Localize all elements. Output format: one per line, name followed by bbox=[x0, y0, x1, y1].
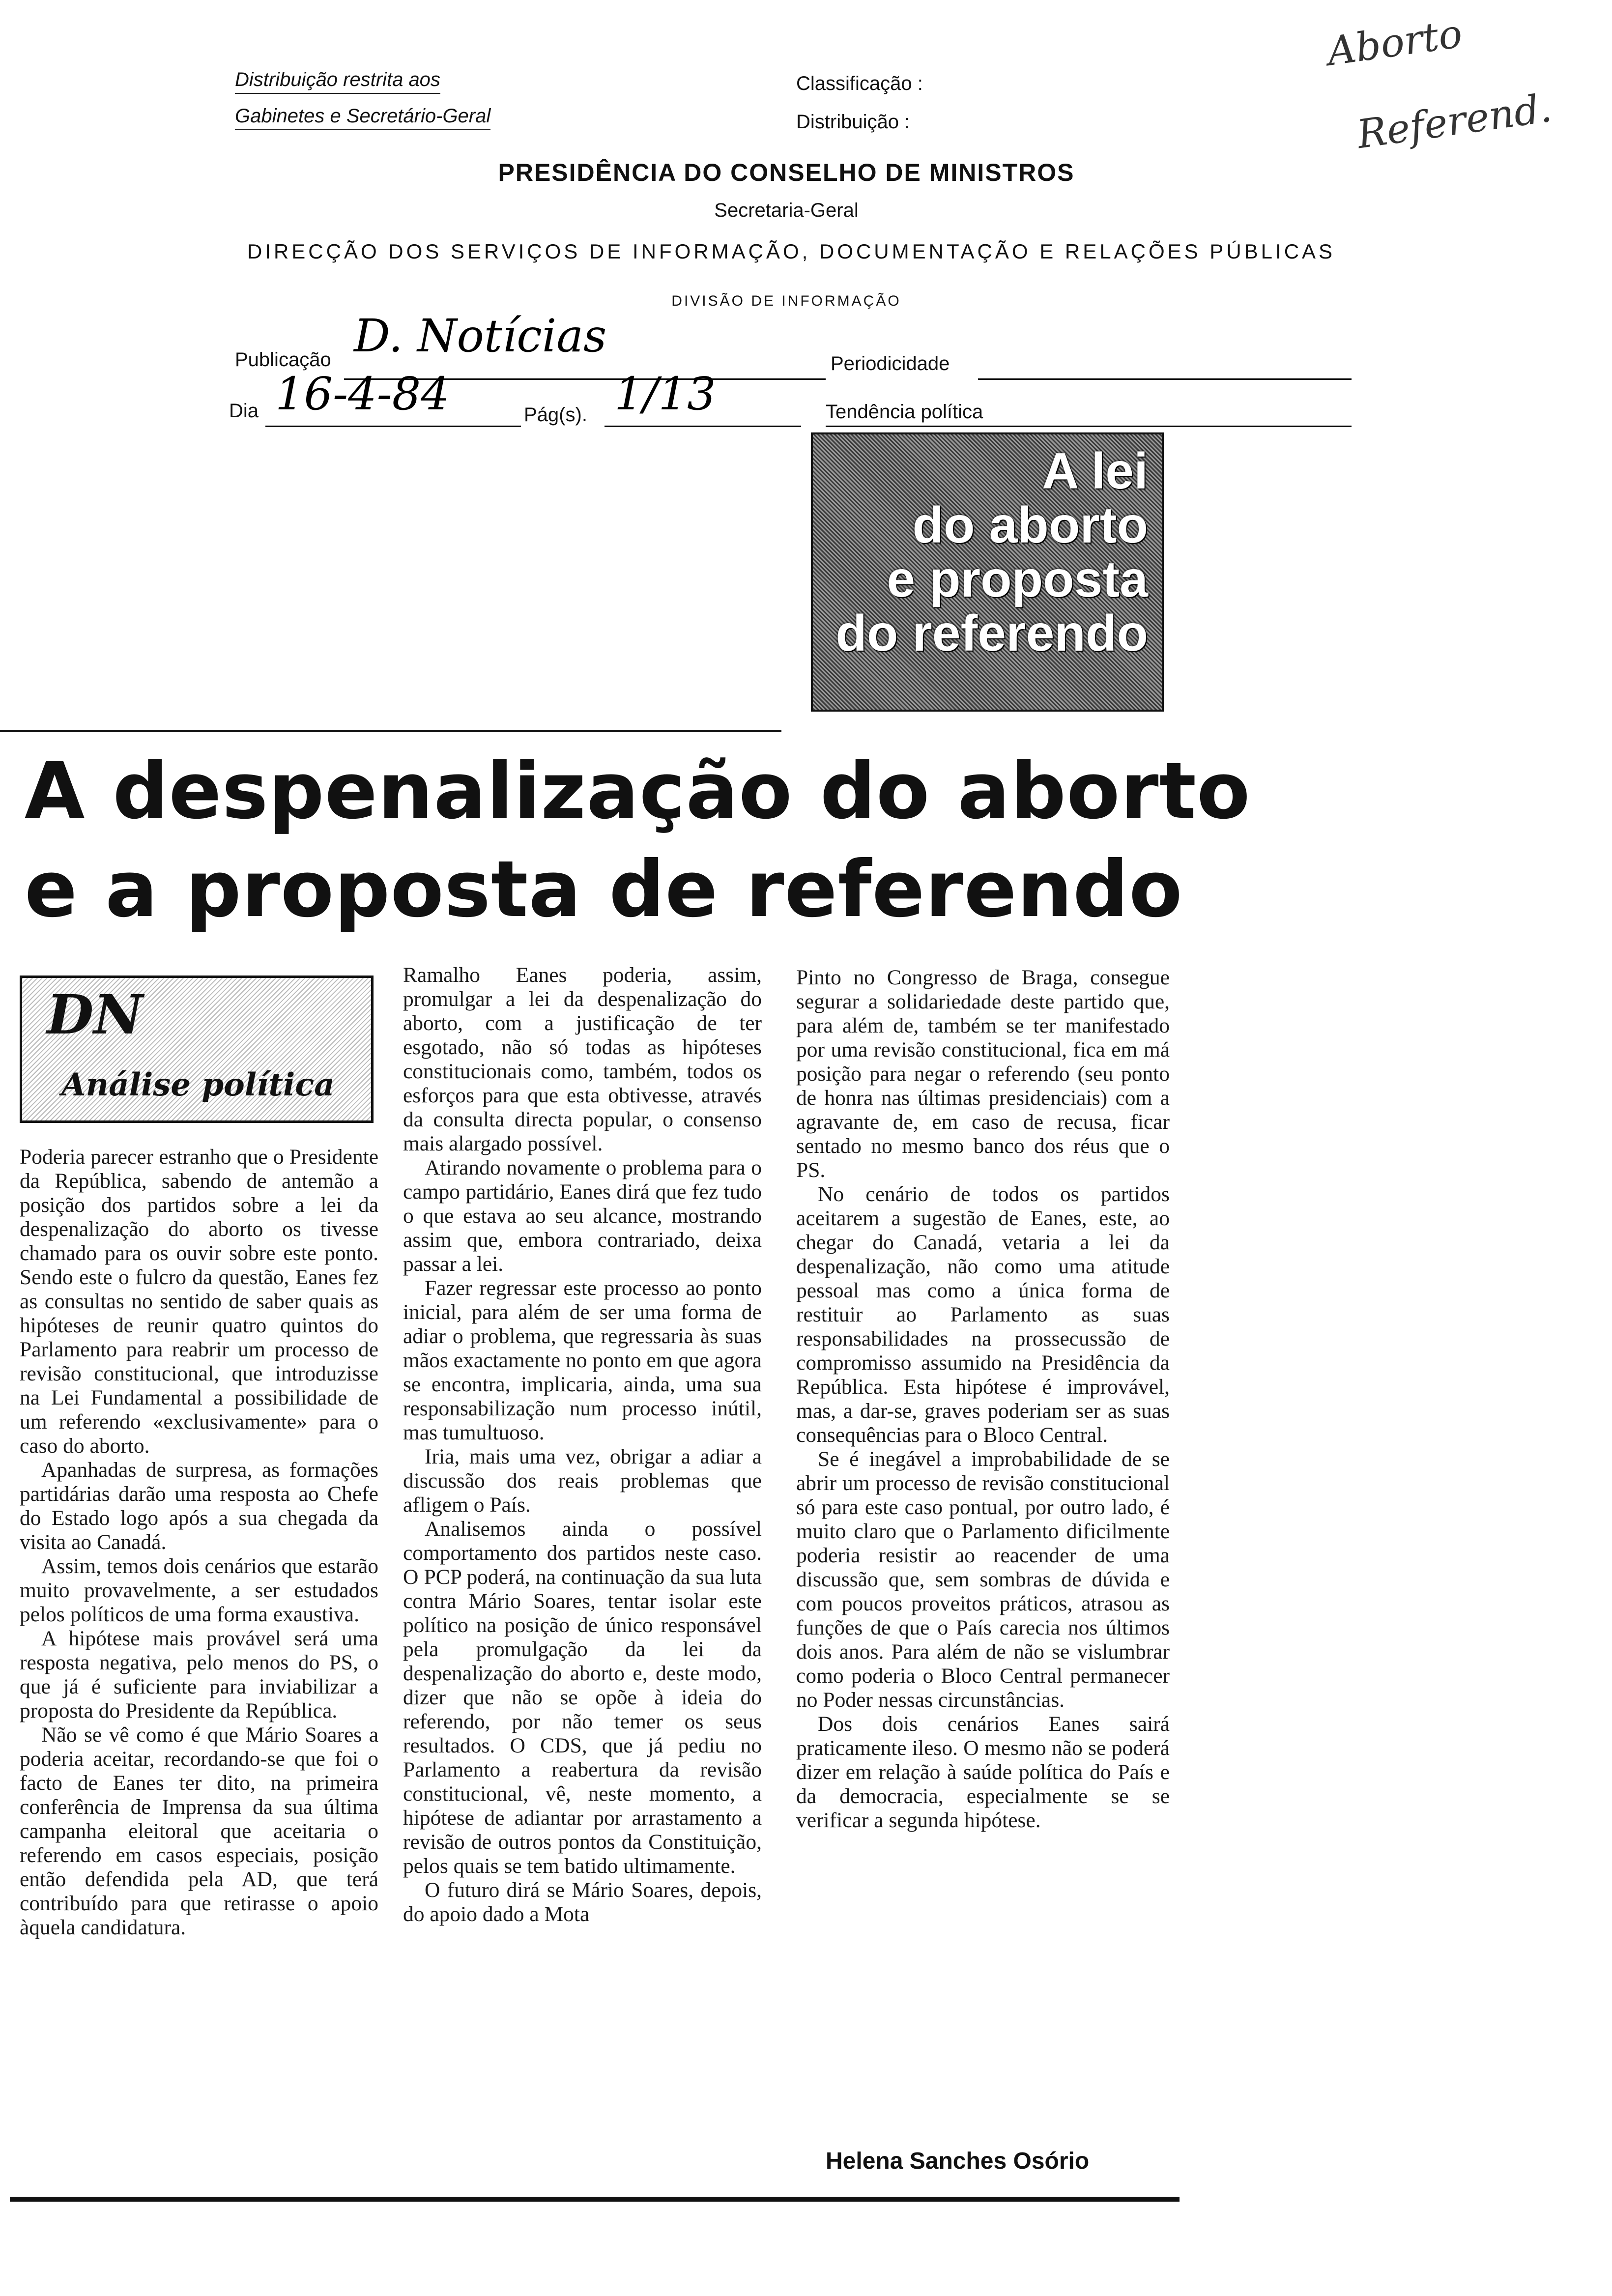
pages-label: Pág(s). bbox=[524, 404, 587, 426]
boxed-title-line-4: do referendo bbox=[835, 605, 1148, 662]
headline-line-2: e a proposta de referendo bbox=[25, 844, 1183, 935]
article-column-2 bbox=[403, 963, 762, 1926]
distribution-note bbox=[235, 69, 440, 94]
directorate-title: DIRECÇÃO DOS SERVIÇOS DE INFORMAÇÃO, DOCUMENTAÇÃO E RELAÇÕES PÚBLICAS bbox=[247, 240, 1336, 263]
dn-logo-box bbox=[20, 976, 374, 1123]
publication-value: D. Notícias bbox=[354, 310, 607, 362]
col1-paragraph: A hipótese mais provável será uma resposta negativa, pelo menos do PS, o que já é suficiente para inviabilizar a proposta do Presidente da República. bbox=[20, 1627, 378, 1722]
author-byline: Helena Sanches Osório bbox=[826, 2148, 1090, 2174]
handwritten-annotation-1: Aborto bbox=[1324, 10, 1465, 75]
day-line bbox=[265, 426, 521, 427]
distribution-line-2: Gabinetes e Secretário-Geral bbox=[235, 105, 490, 130]
headline-line-1: A despenalização do aborto bbox=[25, 746, 1251, 836]
pages-line bbox=[604, 426, 801, 427]
publication-label: Publicação bbox=[235, 349, 331, 371]
boxed-title-line-1: A lei bbox=[1042, 443, 1148, 500]
col3-paragraph: Se é inegável a improbabilidade de se abrir um processo de revisão constitucional só para este caso pontual, por outro lado, é muito claro que o Parlamento dificilmente poderia resistir ao reacender de uma discussão que, sem sombras de dúvida e com poucos proveitos práticos, atrasou as funções de que o País carecia nos últimos dois anos. Para além de não se vislumbrar como poderia o Bloco Central permanecer no Poder nessas circunstâncias. bbox=[796, 1447, 1170, 1712]
pages-value: 1/13 bbox=[614, 368, 716, 420]
dn-logo: DN bbox=[47, 983, 143, 1046]
col3-paragraph: Dos dois cenários Eanes sairá praticamente ileso. O mesmo não se poderá dizer em relação à saúde política do País e da democracia, especialmente se se verificar a segunda hipótese. bbox=[796, 1712, 1170, 1832]
bottom-rule bbox=[10, 2197, 1180, 2202]
col1-paragraph: Assim, temos dois cenários que estarão muito provavelmente, a ser estudados pelos políticos de uma forma exaustiva. bbox=[20, 1554, 378, 1626]
periodicity-line bbox=[978, 378, 1352, 380]
distribution-note-2 bbox=[235, 105, 490, 130]
col1-paragraph: Não se vê como é que Mário Soares a poderia aceitar, recordando-se que foi o facto de Eanes ter dito, na primeira conferência de Imprensa da sua última campanha eleitoral que aceitaria o referendo em casos especiais, posição então defendida pela AD, que terá contribuído para que retirasse o apoio àquela candidatura. bbox=[20, 1723, 378, 1939]
headline-image-box bbox=[811, 432, 1164, 712]
division-title: DIVISÃO DE INFORMAÇÃO bbox=[671, 293, 901, 309]
boxed-title-line-2: do aborto bbox=[912, 497, 1148, 554]
col1-paragraph: Poderia parecer estranho que o Presidente da República, sabendo de antemão a posição dos partidos sobre a lei da despenalização do aborto os tivesse chamado para os ouvir sobre este ponto. Sendo este o fulcro da questão, Eanes fez as consultas no sentido de saber quais as hipóteses de reunir quatro quintos do Parlamento para reabrir um processo de revisão constitucional, que introduzisse na Lei Fundamental a possibilidade de um referendo «exclusivamente» para o caso do aborto. bbox=[20, 1145, 378, 1458]
article-column-3 bbox=[796, 966, 1170, 1833]
col2-paragraph: Fazer regressar este processo ao ponto inicial, para além de ser uma forma de adiar o problema, que regressaria às suas mãos exactamente no ponto em que agora se encontra, implicaria, ainda, uma sua responsabilização num processo inútil, mas tumultuoso. bbox=[403, 1276, 762, 1444]
col2-paragraph: Ramalho Eanes poderia, assim, promulgar a lei da despenalização do aborto, com a justificação de ter esgotado, não só todas as hipóteses constitucionais como, também, todos os esforços para que esta obtivesse, através da consulta directa popular, o consenso mais alargado possível. bbox=[403, 963, 762, 1155]
classification-label: Classificação : bbox=[796, 73, 923, 94]
distribution-line-1: Distribuição restrita aos bbox=[235, 69, 440, 94]
col1-paragraph: Apanhadas de surpresa, as formações partidárias darão uma resposta ao Chefe do Estado logo após a sua chegada da visita ao Canadá. bbox=[20, 1458, 378, 1554]
col3-paragraph: No cenário de todos os partidos aceitarem a sugestão de Eanes, este, ao chegar do Canadá, vetaria a lei da despenalização, não como uma atitude pessoal mas como a única forma de restituir ao Parlamento as suas responsabilidades na prossecussão de compromisso assumido na Presidência da República. Esta hipótese é improvável, mas, a dar-se, graves poderiam ser as suas consequências para o Bloco Central. bbox=[796, 1182, 1170, 1447]
col2-paragraph: Atirando novamente o problema para o campo partidário, Eanes dirá que fez tudo o que estava ao seu alcance, mostrando assim que, embora contrariado, deixa passar a lei. bbox=[403, 1156, 762, 1276]
day-label: Dia bbox=[229, 400, 259, 422]
top-divider bbox=[0, 730, 781, 732]
col2-paragraph: Analisemos ainda o possível comportamento dos partidos neste caso. O PCP poderá, na continuação da sua luta contra Mário Soares, tentar isolar este político na posição de único responsável pela promulgação da lei da despenalização do aborto e, deste modo, dizer que não se opõe à ideia do referendo, por não temer os seus resultados. O CDS, que já pediu no Parlamento a reabertura da revisão constitucional, vê, neste momento, a hipótese de adiantar por arrastamento a revisão de outros pontos da Constituição, pelos quais se tem batido ultimamente. bbox=[403, 1517, 762, 1878]
section-label: Análise política bbox=[61, 1066, 335, 1103]
col2-paragraph: O futuro dirá se Mário Soares, depois, do apoio dado a Mota bbox=[403, 1878, 762, 1926]
article-column-1 bbox=[20, 1145, 378, 1940]
handwritten-annotation-2: Referend. bbox=[1354, 85, 1554, 158]
col2-paragraph: Iria, mais uma vez, obrigar a adiar a discussão dos reais problemas que afligem o País. bbox=[403, 1445, 762, 1517]
secretariat-title: Secretaria-Geral bbox=[714, 200, 859, 221]
day-value: 16-4-84 bbox=[275, 368, 450, 420]
distribution-label: Distribuição : bbox=[796, 111, 910, 133]
periodicity-label: Periodicidade bbox=[831, 353, 950, 374]
political-tendency-label: Tendência política bbox=[826, 401, 983, 423]
presidency-title: PRESIDÊNCIA DO CONSELHO DE MINISTROS bbox=[498, 159, 1075, 186]
col3-paragraph: Pinto no Congresso de Braga, consegue segurar a solidariedade deste partido que, para além de, também se ter manifestado por uma revisão constitucional, fica em má posição para negar o referendo (seu ponto de honra nas últimas presidenciais) com a agravante de, em caso de recusa, ficar sentado no mesmo banco dos réus que o PS. bbox=[796, 966, 1170, 1182]
boxed-title-line-3: e proposta bbox=[887, 551, 1148, 608]
tendency-line bbox=[826, 426, 1352, 427]
